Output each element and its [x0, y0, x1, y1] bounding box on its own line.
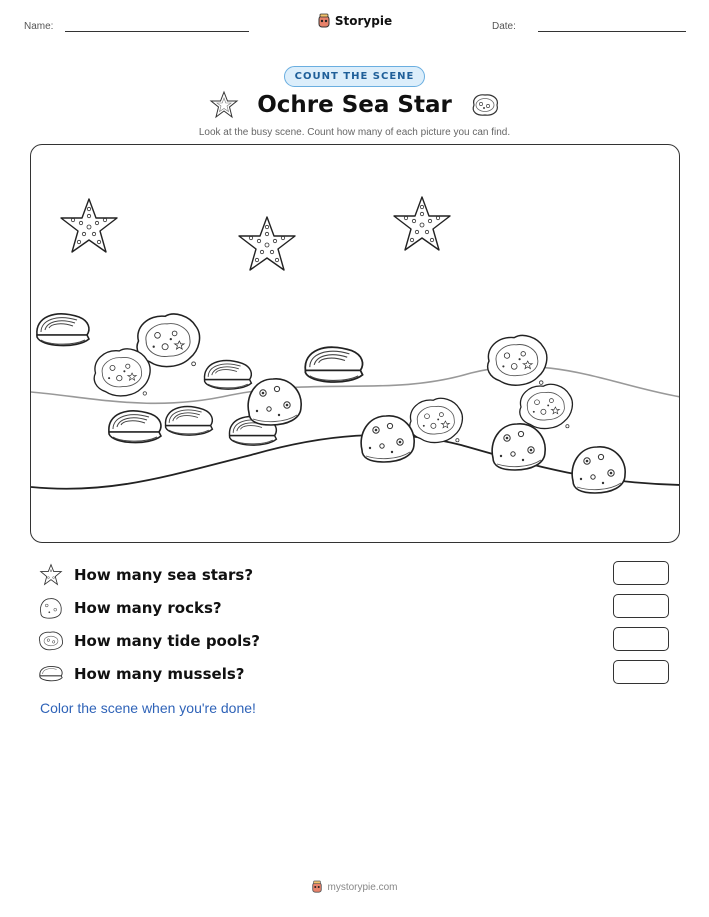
brand-name: Storypie — [334, 14, 393, 28]
mussel-2 — [204, 361, 251, 390]
question-list — [38, 558, 672, 690]
count-the-scene-badge: COUNT THE SCENE — [284, 66, 426, 87]
mussel-5 — [165, 407, 212, 436]
question-text: How many rocks? — [74, 598, 222, 617]
question-row-sea-stars — [38, 558, 672, 591]
tide-pool-2 — [94, 349, 150, 396]
mussel-4 — [109, 411, 161, 443]
sea-star-title-icon — [209, 90, 239, 120]
title-row — [0, 90, 709, 120]
sea-star-2 — [239, 217, 295, 270]
tide-pool-icon — [38, 628, 64, 654]
site-footer — [0, 880, 709, 894]
storypie-mascot-icon — [317, 13, 331, 29]
answer-box-rocks[interactable] — [613, 594, 669, 618]
answer-box-mussels[interactable] — [613, 660, 669, 684]
date-label: Date: — [492, 21, 516, 32]
date-field[interactable] — [492, 20, 686, 32]
scene-illustration — [31, 145, 680, 543]
sea-star-1 — [61, 199, 117, 252]
answer-box-tide-pools[interactable] — [613, 627, 669, 651]
count-scene — [30, 144, 680, 543]
rock-4 — [572, 447, 625, 493]
question-text: How many tide pools? — [74, 631, 260, 650]
question-row-rocks — [38, 591, 672, 624]
sea-star-3 — [394, 197, 450, 250]
mussel-1 — [37, 314, 89, 346]
site-url[interactable]: mystorypie.com — [327, 881, 398, 893]
date-line[interactable] — [538, 20, 686, 32]
question-row-mussels — [38, 657, 672, 690]
question-text: How many sea stars? — [74, 565, 254, 584]
storypie-footer-icon — [311, 880, 323, 894]
rock-3 — [492, 424, 545, 470]
tide-pool-5 — [410, 398, 463, 442]
name-label: Name: — [24, 21, 54, 32]
page-title: Ochre Sea Star — [257, 92, 452, 118]
rock-icon — [38, 595, 64, 621]
mussel-3 — [305, 347, 362, 382]
question-row-tide-pools — [38, 624, 672, 657]
question-text: How many mussels? — [74, 664, 245, 683]
mussel-icon — [38, 661, 64, 687]
color-instruction: Color the scene when you're done! — [40, 700, 256, 716]
answer-box-sea-stars[interactable] — [613, 561, 669, 585]
instructions: Look at the busy scene. Count how many of each picture you can find. — [198, 127, 511, 138]
rock-1 — [248, 379, 301, 425]
sea-star-icon — [38, 562, 64, 588]
tide-pool-title-icon — [470, 92, 500, 118]
tide-pool-3 — [488, 335, 547, 385]
tide-pool-4 — [520, 384, 573, 428]
rock-2 — [361, 416, 414, 462]
